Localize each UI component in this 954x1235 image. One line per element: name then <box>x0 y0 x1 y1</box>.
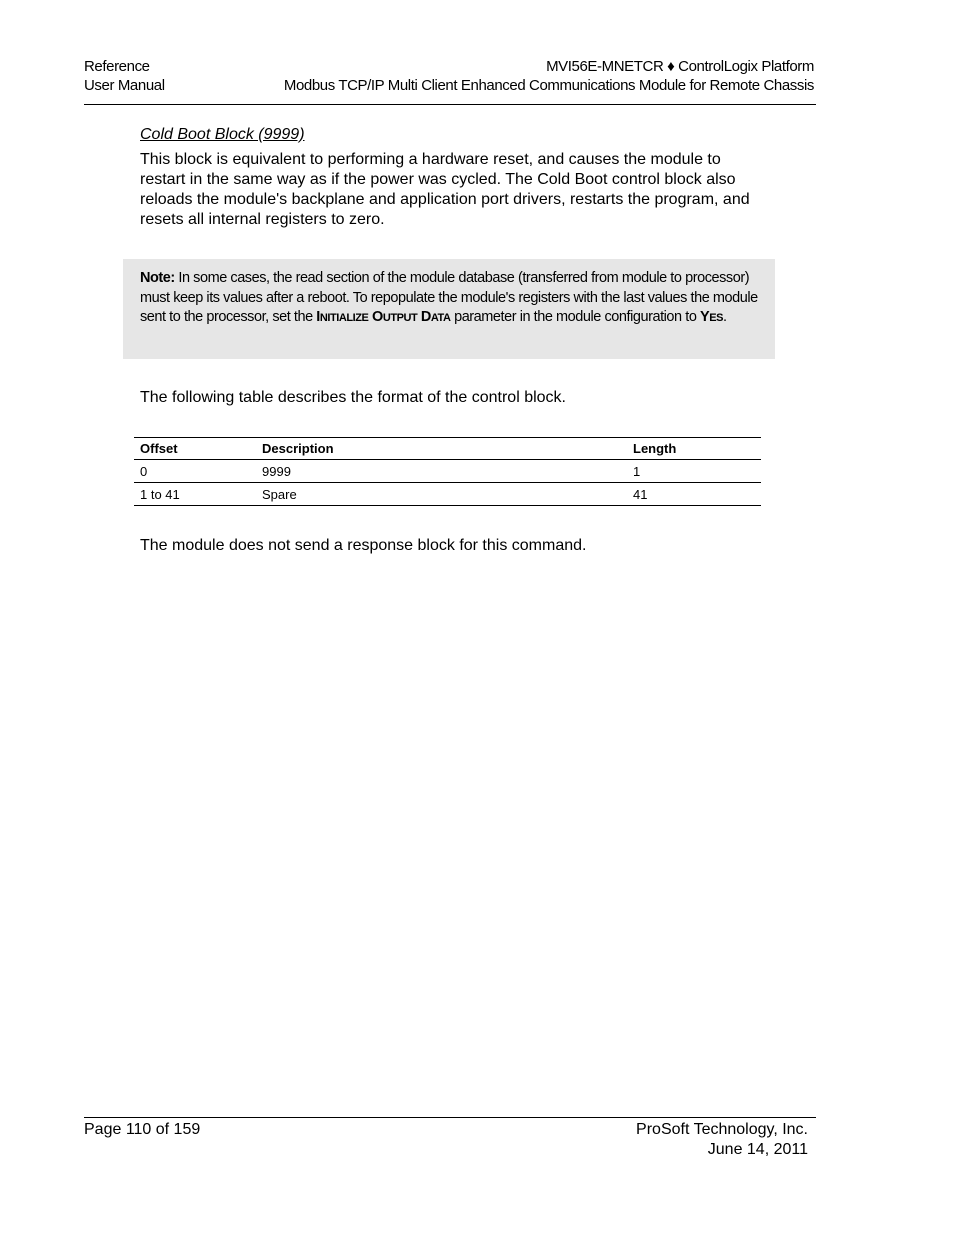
footer-right <box>636 1120 808 1160</box>
note-box <box>123 259 775 359</box>
header-doc-type: User Manual <box>84 77 165 94</box>
footer-company: ProSoft Technology, Inc. <box>636 1121 808 1138</box>
closing-paragraph: The module does not send a response block for this command. <box>140 537 587 554</box>
cell-length: 41 <box>627 483 761 506</box>
section-intro: This block is equivalent to performing a hardware reset, and causes the module to restart in the same way as if the power was cycled. The Cold Boot control block also reloads the module's backplane and application port drivers, restarts the program, and resets all internal registers to zero. <box>140 151 750 228</box>
table-row <box>134 483 761 506</box>
footer-divider <box>84 1117 816 1118</box>
note-label: Note: <box>140 270 175 286</box>
cell-offset: 0 <box>134 460 256 483</box>
col-header-length: Length <box>627 438 761 460</box>
value-yes: YES <box>700 309 724 326</box>
table-header-row <box>134 438 761 460</box>
table-row <box>134 460 761 483</box>
note-text-part2: parameter in the module configuration to <box>450 309 701 326</box>
footer-date: June 14, 2011 <box>707 1141 808 1158</box>
header-product: MVI56E-MNETCR ♦ ControlLogix Platform <box>546 58 814 75</box>
cell-description: 9999 <box>256 460 627 483</box>
section-title: Cold Boot Block (9999) <box>140 126 305 143</box>
note-text-part1: In some cases, the read section of the module database (transferred from module to processor) must keep its values after a reboot. To repopulate the module's registers with the last values the module sent to the processor, set the <box>140 270 758 326</box>
page-number: Page 110 of 159 <box>84 1121 201 1138</box>
param-initialize-output-data: INITIALIZE OUTPUT DATA <box>316 309 451 326</box>
note-text <box>140 269 765 329</box>
table-intro: The following table describes the format of the control block. <box>140 389 566 406</box>
col-header-offset: Offset <box>134 438 256 460</box>
header-product-desc: Modbus TCP/IP Multi Client Enhanced Communications Module for Remote Chassis <box>283 77 814 94</box>
control-block-table <box>134 437 761 506</box>
cell-offset: 1 to 41 <box>134 483 256 506</box>
header-left <box>84 57 165 95</box>
cell-length: 1 <box>627 460 761 483</box>
header-right <box>284 57 814 95</box>
col-header-description: Description <box>256 438 627 460</box>
header-section: Reference <box>84 58 150 75</box>
note-text-part3: . <box>723 309 727 326</box>
header-divider <box>84 104 816 105</box>
cell-description: Spare <box>256 483 627 506</box>
